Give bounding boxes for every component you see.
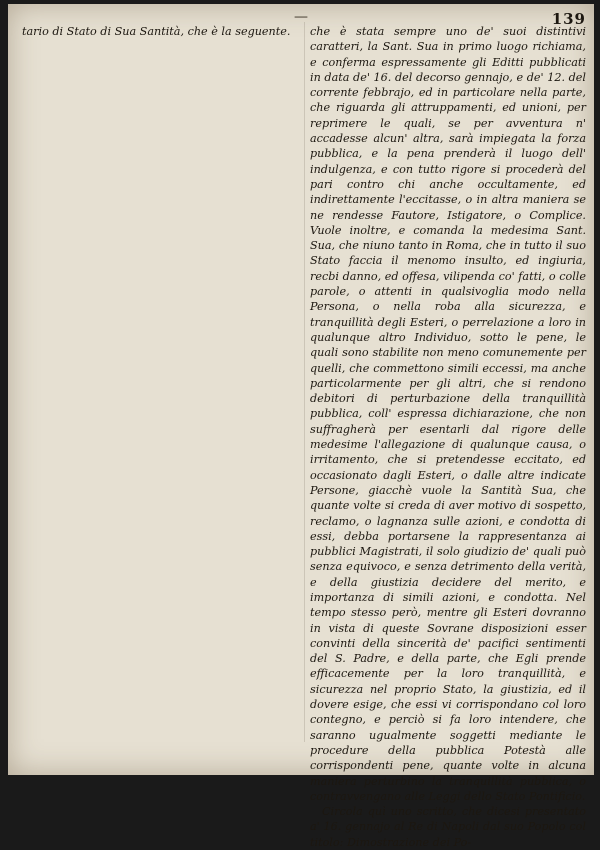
right-paragraph-2: Circola quì uno scritto, che dicesi presentato a' 16. gennajo al Re di Napoli dal suo Popolo col titolo: Dimostrazione dei Po- (310, 805, 586, 849)
right-paragraph-1: che è stata sempre uno de' suoi distintivi caratteri, la Sant. Sua in primo luogo richiama, e conferma espressamente gli Editti pubblicati in data de' 16. del decorso gennajo, e de' 12. del corrente febbrajo, ed in particolare nella parte, che riguarda gli attruppamenti, ed unioni, per reprimere le quali, se per avventura n' accadesse alcun' altra, sarà impiegata la forza pubblica, e la pena prenderà il luogo dell' indulgenza, e con tutto rigore si procederà del pari contro chi anche occultamente, ed indirettamente l'eccitasse, o in altra maniera se ne rendesse Fautore, Istigatore, o Complice. Vuole inoltre, e comanda la medesima Sant. Sua, che niuno tanto in Roma, che in tutto il suo Stato faccia il menomo insulto, ed ingiuria, recbi danno, ed offesa, vilipenda co' fatti, o colle parole, o attenti in qualsivoglia modo nella Persona, o nella roba alla sicurezza, e tranquillità degli Esteri, o perrelazione a loro in qualunque altro Individuo, sotto le pene, le quali sono stabilite non meno comunemente per quelli, che commettono simili eccessi, ma anche particolarmente per gli altri, che si rendono debitori di perturbazione della tranquillità pubblica, coll' espressa dichiarazione, che non suffragherà per esentarli dal rigore delle medesime l'allegazione di qualunque causa, o irritamento, che si pretendesse eccitato, ed occasionato dagli Esteri, o dalle altre indicate Persone, giacchè vuole la Santità Sua, che quante volte si creda di aver motivo di sospetto, reclamo, o lagnanza sulle azioni, e condotta di essi, debba portarsene la rappresentanza ai pubblici Magistrati, il solo giudizio de' quali può senza equivoco, e senza detrimento della verità, e della giustizia decidere del merito, e importanza di simili azioni, e condotta. Nel tempo stesso però, mentre gli Esteri dovranno in vista di queste Sovrane disposizioni esser convinti della sincerità de' pacifici sentimenti del S. Padre, e della parte, che Egli prende efficacemente per la loro tranquillità, e sicurezza nel proprio Stato, la giustizia, ed il dovere esige, che essi vi corrispondano col loro contegno, e perciò si fa loro intendere, che saranno ugualmente soggetti mediante le procedure della pubblica Potestà alle corrispondenti pene, quante volte in alcuna maniera perturbino la tranquillità pubblica, o contravvengano alle Leggi dello Stato Pontificio. (310, 25, 586, 803)
document-page (8, 4, 594, 849)
left-paragraph-1: tario di Stato di Sua Santità, che è la seguente. (22, 25, 291, 38)
column-divider (304, 22, 305, 742)
header-mark: — (294, 9, 308, 25)
right-column (310, 24, 586, 850)
left-column (22, 24, 298, 39)
page-number: 139 (551, 10, 586, 28)
